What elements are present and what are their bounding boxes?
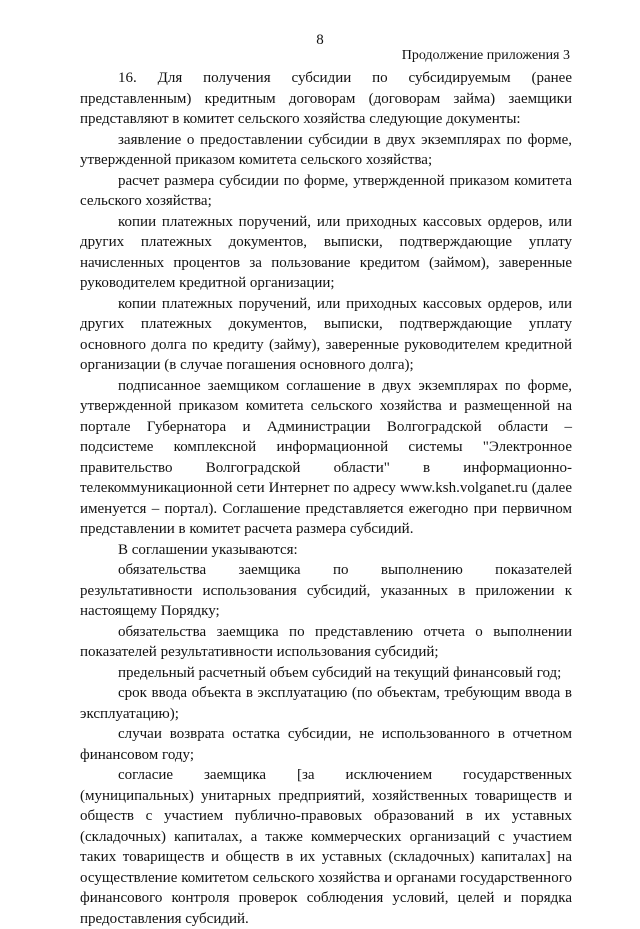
paragraph-interest-payment-copies: копии платежных поручений, или приходных кассовых ордеров, или других платежных документов, выписки, подтверждающие уплату начисленных процентов за пользование кредитом (займом), заверенные руководителем кредитной организации; xyxy=(80,213,572,291)
paragraph-subsidy-limit: предельный расчетный объем субсидий на текущий финансовый год; xyxy=(118,664,562,681)
paragraph-principal-payment-copies: копии платежных поручений, или приходных кассовых ордеров, или других платежных документов, выписки, подтверждающие уплату основного долга по кредиту (займу), заверенные руководителем кредитной организации (в случае погашения основного долга); xyxy=(80,295,572,373)
paragraph-agreement-contents-intro: В соглашении указываются: xyxy=(118,541,298,558)
paragraph-signed-agreement: подписанное заемщиком соглашение в двух экземплярах по форме, утвержденной приказом комитета сельского хозяйства и размещенной на портале Губернатора и Администрации Волгоградской области – подсистеме комплексной информационной системы "Электронное правительство Волгоградской области" в информационно-телекоммуникационной сети Интернет по адресу www.ksh.volganet.ru (далее именуется – портал). Соглашение представляется ежегодно при первичном представлении в комитет расчета размера субсидий. xyxy=(80,377,572,537)
paragraph-return-cases: случаи возврата остатка субсидии, не использованного в отчетном финансовом году; xyxy=(80,726,572,763)
paragraph-performance-obligations: обязательства заемщика по выполнению показателей результативности использования субсидий, указанных в приложении к настоящему Порядку; xyxy=(80,562,572,619)
appendix-continuation-label: Продолжение приложения 3 xyxy=(401,48,570,63)
paragraph-inspection-consent: согласие заемщика [за исключением государственных (муниципальных) унитарных предприятий, хозяйственных товариществ и обществ с участием публично-правовых образований в их уставных (складочных) капиталах, а также коммерческих организаций с участием таких товариществ и обществ в их уставных (складочных) капиталах] на осуществление комитетом сельского хозяйства и органами государственного финансового контроля проверок соблюдения условий, целей и порядка предоставления субсидий. xyxy=(80,767,572,927)
page-number: 8 xyxy=(316,32,324,48)
paragraph-item-16: 16. Для получения субсидии по субсидируемым (ранее представленным) кредитным договорам (договорам займа) заемщики представляют в комитет сельского хозяйства следующие документы: xyxy=(80,70,572,127)
paragraph-calculation: расчет размера субсидии по форме, утвержденной приказом комитета сельского хозяйства; xyxy=(80,172,572,209)
paragraph-application: заявление о предоставлении субсидии в двух экземплярах по форме, утвержденной приказом комитета сельского хозяйства; xyxy=(80,131,572,168)
document-body xyxy=(80,68,572,929)
paragraph-commissioning-date: срок ввода объекта в эксплуатацию (по объектам, требующим ввода в эксплуатацию); xyxy=(80,685,572,722)
paragraph-report-obligations: обязательства заемщика по представлению отчета о выполнении показателей результативности использования субсидий; xyxy=(80,623,572,660)
